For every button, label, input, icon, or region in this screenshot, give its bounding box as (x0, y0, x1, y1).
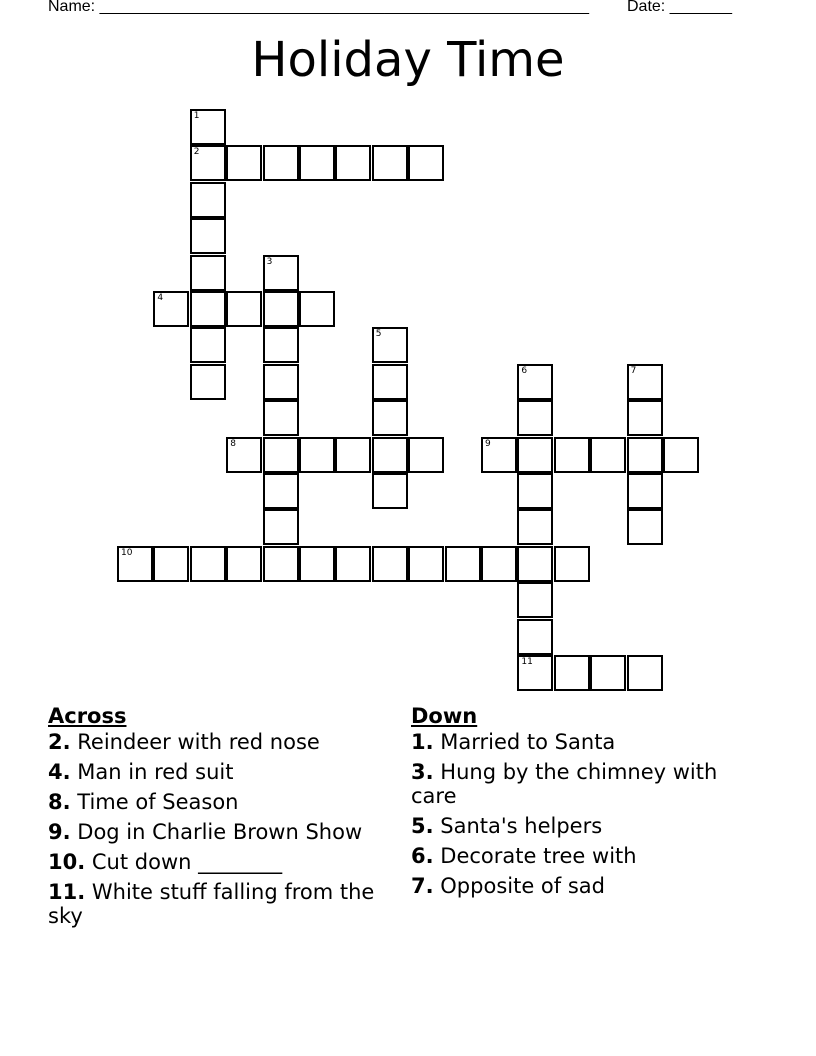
grid-cell[interactable] (517, 619, 553, 655)
grid-cell[interactable] (372, 546, 408, 582)
grid-cell[interactable] (590, 655, 626, 691)
grid-cell[interactable] (335, 437, 371, 473)
clue-number-label: 7 (630, 365, 637, 376)
grid-cell[interactable] (190, 327, 226, 363)
grid-cell[interactable] (190, 364, 226, 400)
grid-cell[interactable] (627, 473, 663, 509)
grid-cell[interactable] (263, 473, 299, 509)
clue-across-11: 11. White stuff falling from the sky (48, 880, 375, 928)
clue-across-2: 2. Reindeer with red nose (48, 730, 320, 754)
clue-number-label: 2 (193, 147, 200, 158)
grid-cell[interactable] (190, 182, 226, 218)
grid-cell[interactable] (263, 255, 299, 291)
name-field-label: Name: _______________________________________________________ (48, 0, 589, 15)
grid-cell[interactable] (663, 437, 699, 473)
grid-cell[interactable] (117, 546, 153, 582)
grid-cell[interactable] (263, 364, 299, 400)
grid-cell[interactable] (335, 546, 371, 582)
clue-number-label: 8 (230, 438, 236, 449)
clue-across-4: 4. Man in red suit (48, 760, 234, 784)
grid-cell[interactable] (517, 437, 553, 473)
clue-across-9: 9. Dog in Charlie Brown Show (48, 820, 363, 844)
grid-cell[interactable] (554, 655, 590, 691)
grid-cell[interactable] (627, 655, 663, 691)
grid-cell[interactable] (627, 509, 663, 545)
grid-cell[interactable] (554, 546, 590, 582)
grid-cell[interactable] (590, 437, 626, 473)
grid-cell[interactable] (226, 291, 262, 327)
grid-cell[interactable] (517, 473, 553, 509)
grid-cell[interactable] (554, 437, 590, 473)
clue-number-label: 4 (157, 293, 164, 303)
grid-cell[interactable] (263, 400, 299, 436)
clue-number-label: 9 (485, 438, 491, 449)
grid-cell[interactable] (627, 400, 663, 436)
grid-cell[interactable] (153, 291, 189, 327)
grid-cell[interactable] (408, 145, 444, 181)
date-field-label: Date: _______ (627, 0, 732, 15)
grid-cell[interactable] (335, 145, 371, 181)
across-clues (48, 702, 398, 934)
grid-cell[interactable] (627, 437, 663, 473)
grid-cell[interactable] (372, 364, 408, 400)
grid-cell[interactable] (372, 437, 408, 473)
clue-down-1: 1. Married to Santa (411, 730, 616, 754)
clue-number-label: 3 (266, 256, 273, 267)
clue-down-6: 6. Decorate tree with (411, 844, 637, 868)
down-heading: Down (411, 704, 478, 728)
grid-cell[interactable] (517, 400, 553, 436)
grid-cell[interactable] (372, 473, 408, 509)
grid-cell[interactable] (517, 509, 553, 545)
grid-cell[interactable] (408, 546, 444, 582)
grid-cell[interactable] (408, 437, 444, 473)
clue-number-label: 11 (521, 657, 533, 667)
grid-cell[interactable] (299, 291, 335, 327)
grid-cell[interactable] (481, 437, 517, 473)
grid-cell[interactable] (263, 509, 299, 545)
grid-cell[interactable] (627, 364, 663, 400)
clue-down-3: 3. Hung by the chimney with care (411, 760, 718, 808)
grid-cell[interactable] (517, 546, 553, 582)
grid-cell[interactable] (263, 291, 299, 327)
grid-cell[interactable] (299, 145, 335, 181)
grid-cell[interactable] (226, 546, 262, 582)
grid-cell[interactable] (481, 546, 517, 582)
grid-cell[interactable] (190, 291, 226, 327)
grid-cell[interactable] (263, 327, 299, 363)
grid-cell[interactable] (226, 145, 262, 181)
down-clues (411, 702, 761, 904)
grid-cell[interactable] (263, 437, 299, 473)
grid-cell[interactable] (517, 582, 553, 618)
clue-number-label: 5 (375, 329, 382, 340)
across-heading: Across (48, 704, 127, 728)
grid-cell[interactable] (517, 364, 553, 400)
clue-number-label: 6 (521, 365, 528, 376)
grid-cell[interactable] (190, 145, 226, 181)
grid-cell[interactable] (190, 255, 226, 291)
grid-cell[interactable] (263, 145, 299, 181)
grid-cell[interactable] (372, 400, 408, 436)
grid-cell[interactable] (372, 327, 408, 363)
clue-number-label: 10 (121, 547, 133, 558)
clue-number-label: 1 (193, 111, 200, 121)
grid-cell[interactable] (263, 546, 299, 582)
clue-down-7: 7. Opposite of sad (411, 874, 605, 898)
grid-cell[interactable] (445, 546, 481, 582)
clue-down-5: 5. Santa's helpers (411, 814, 603, 838)
clue-across-10: 10. Cut down ________ (48, 850, 283, 874)
grid-cell[interactable] (517, 655, 553, 691)
clue-across-8: 8. Time of Season (48, 790, 239, 814)
grid-cell[interactable] (190, 218, 226, 254)
grid-cell[interactable] (153, 546, 189, 582)
grid-cell[interactable] (226, 437, 262, 473)
grid-cell[interactable] (190, 109, 226, 145)
grid-cell[interactable] (372, 145, 408, 181)
grid-cell[interactable] (190, 546, 226, 582)
grid-cell[interactable] (299, 546, 335, 582)
page-title: Holiday Time (251, 32, 565, 88)
grid-cell[interactable] (299, 437, 335, 473)
